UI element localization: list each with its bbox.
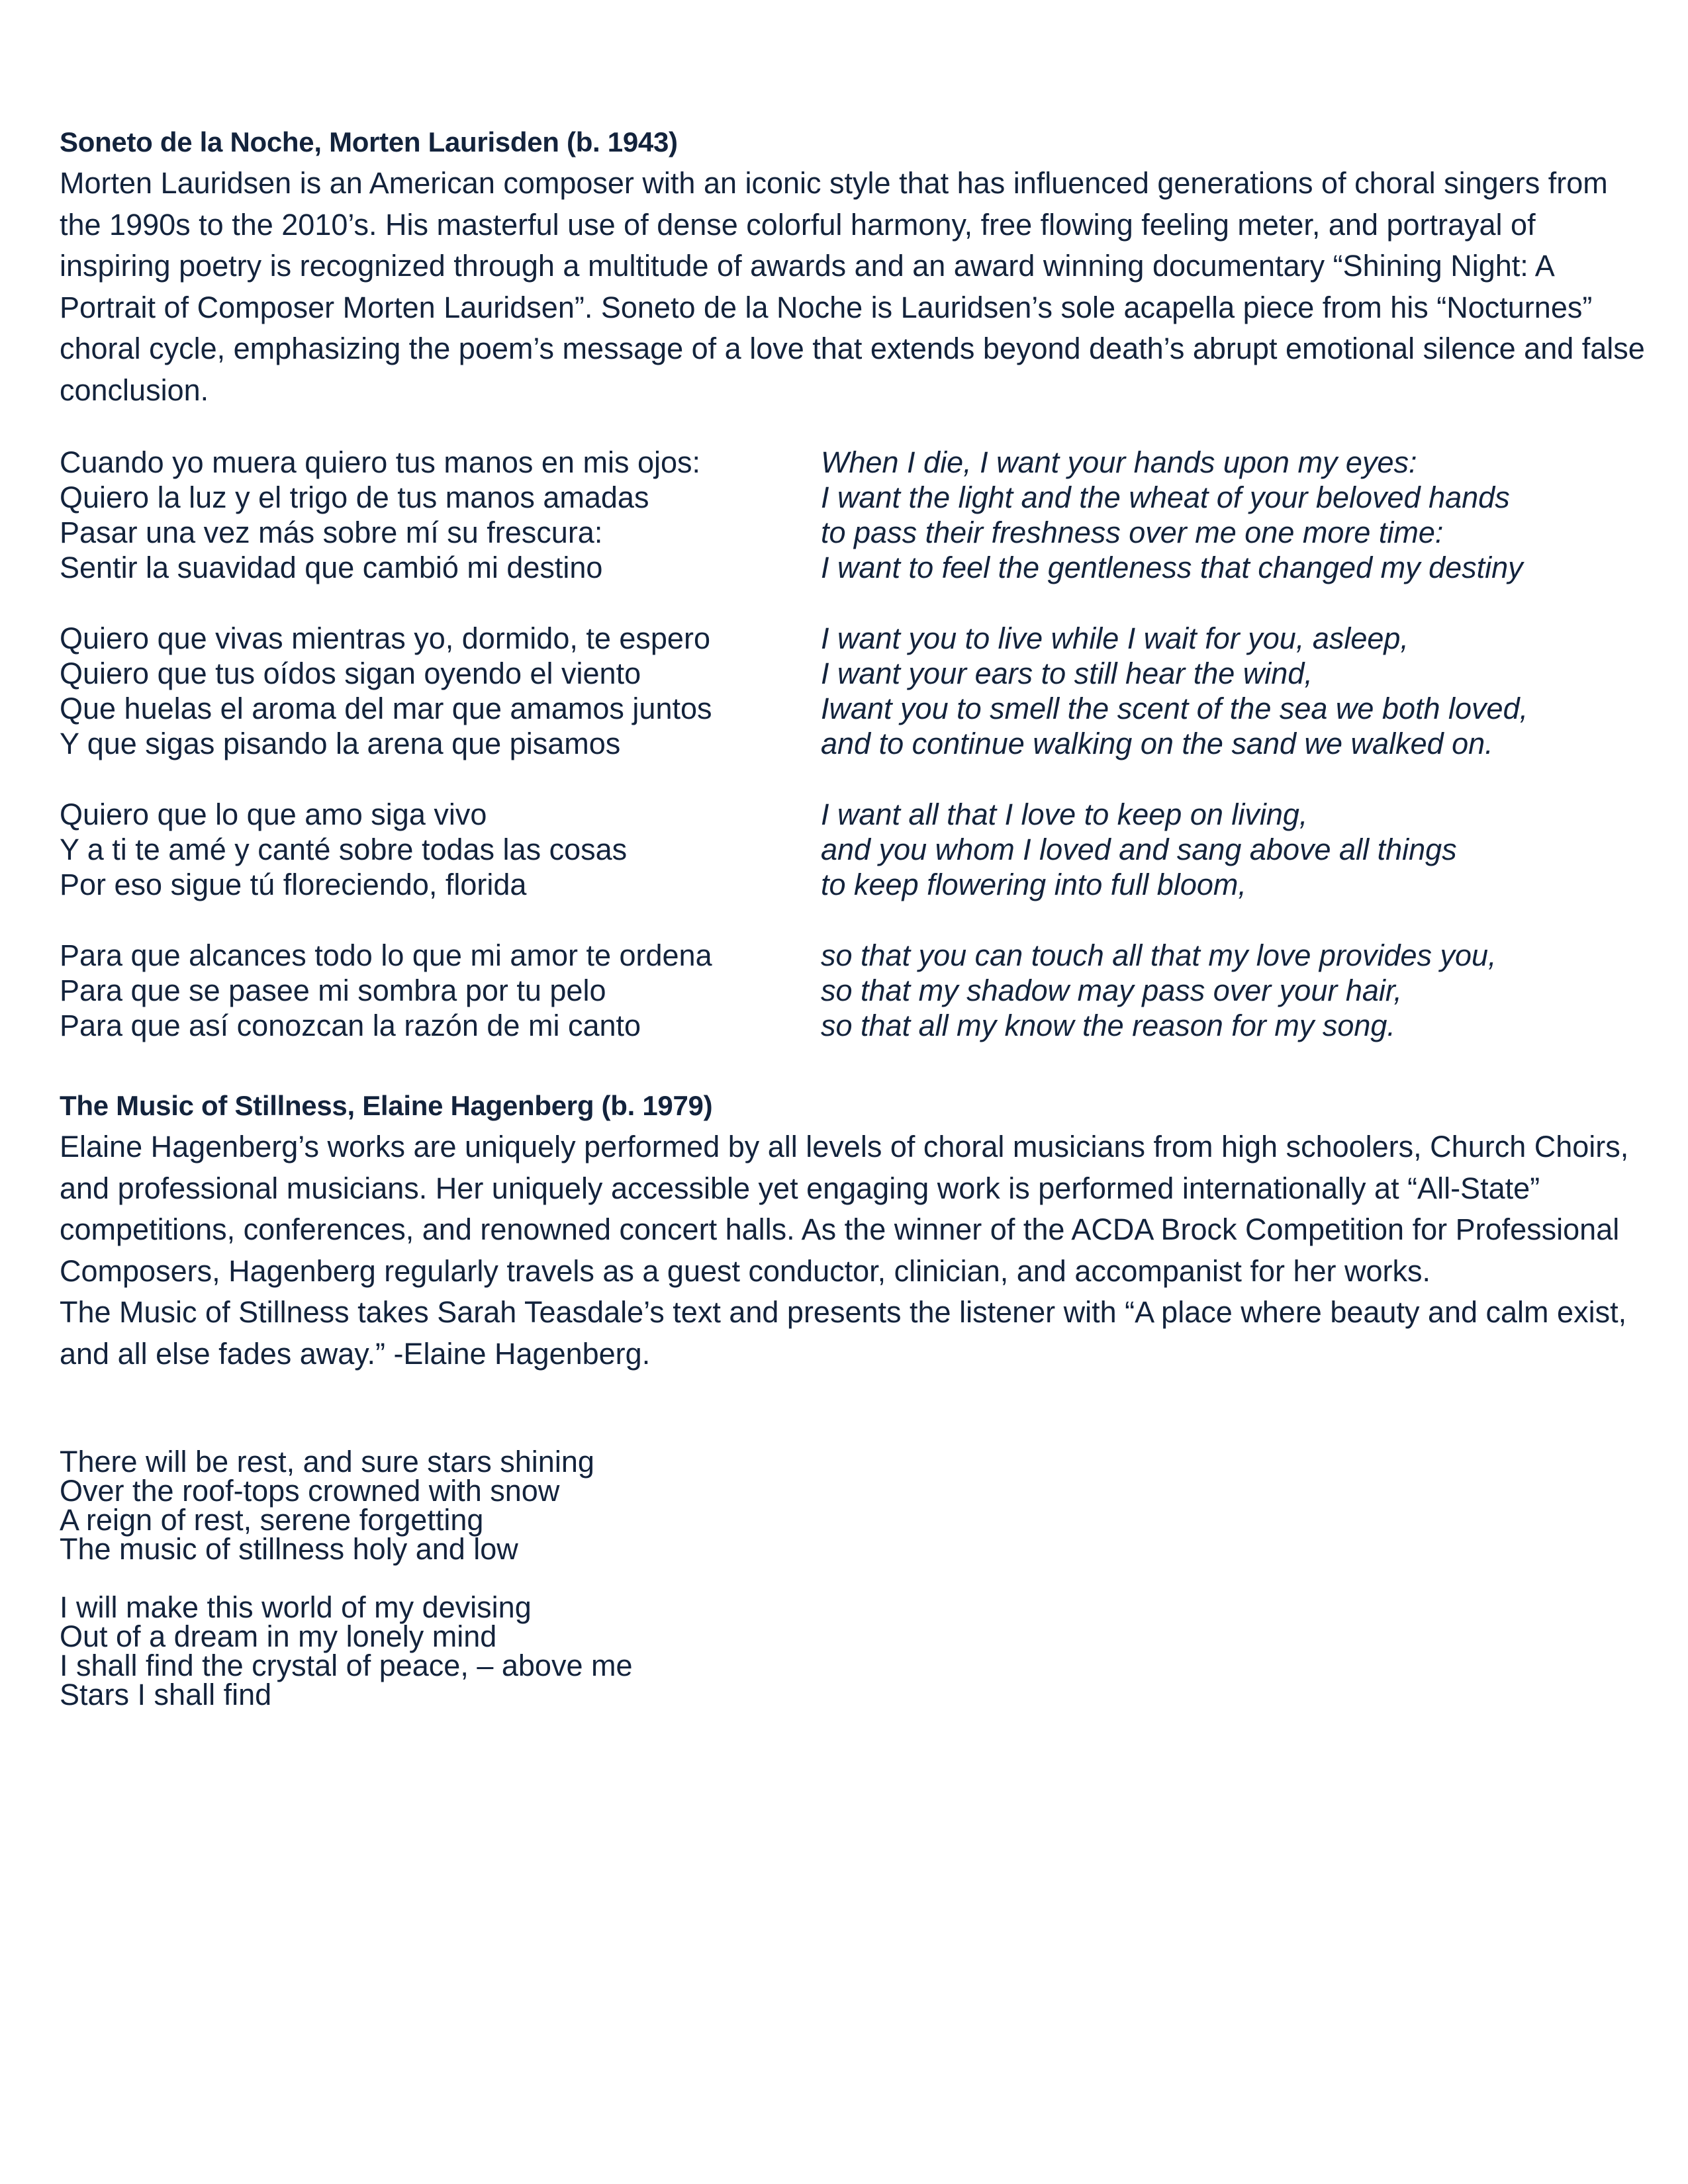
english-stanza <box>821 621 1648 761</box>
english-line: I want you to live while I wait for you, asleep, <box>821 621 1409 655</box>
english-line: I want to feel the gentleness that changed my destiny <box>821 551 1523 584</box>
english-line: I want all that I love to keep on living, <box>821 797 1308 831</box>
english-line: Iwant you to smell the scent of the sea we both loved, <box>821 692 1528 725</box>
spanish-line: Quiero que lo que amo siga vivo <box>60 797 487 831</box>
poem-stanza-1 <box>60 445 1648 585</box>
stillness-poem <box>60 1447 1119 1739</box>
spanish-line: Para que alcances todo lo que mi amor te ordena <box>60 938 712 972</box>
english-line: so that my shadow may pass over your hair, <box>821 974 1402 1007</box>
english-line: I want your ears to still hear the wind, <box>821 657 1313 690</box>
english-line: so that all my know the reason for my song. <box>821 1009 1395 1042</box>
poem-stanza <box>60 1590 1119 1711</box>
poem-stanza-4 <box>60 938 1648 1043</box>
spanish-line: Y a ti te amé y canté sobre todas las cosas <box>60 833 628 866</box>
english-stanza <box>821 445 1648 585</box>
spanish-stanza <box>60 938 821 1043</box>
poem-line: Out of a dream in my lonely mind <box>60 1619 497 1653</box>
poem-line: I shall find the crystal of peace, – above me <box>60 1649 633 1682</box>
poem-line: I will make this world of my devising <box>60 1590 532 1624</box>
spanish-line: Que huelas el aroma del mar que amamos juntos <box>60 692 712 725</box>
poem-line: There will be rest, and sure stars shining <box>60 1445 594 1479</box>
section1-title: Soneto de la Noche, Morten Laurisden (b. 1943) <box>60 126 678 158</box>
spanish-line: Para que así conozcan la razón de mi canto <box>60 1009 641 1042</box>
poem-stanza-3 <box>60 797 1648 902</box>
section2-paragraph-1: Elaine Hagenberg’s works are uniquely performed by all levels of choral musicians from high schoolers, Church Choirs, and professional musicians. Her uniquely accessible yet engaging work is performed internationally at “All-State” competitions, conferences, and renowned concert halls. As the winner of the ACDA Brock Competition for Professional Composers, Hagenberg regularly travels as a guest conductor, clinician, and accompanist for her works. <box>60 1130 1629 1288</box>
english-line: and you whom I loved and sang above all things <box>821 833 1457 866</box>
spanish-line: Quiero la luz y el trigo de tus manos amadas <box>60 480 649 514</box>
spanish-line: Cuando yo muera quiero tus manos en mis ojos: <box>60 445 701 479</box>
section1-description <box>60 163 1648 411</box>
spanish-line: Sentir la suavidad que cambió mi destino <box>60 551 603 584</box>
spanish-stanza <box>60 621 821 761</box>
poem-line: Stars I shall find <box>60 1678 272 1711</box>
english-stanza <box>821 938 1648 1043</box>
spanish-stanza <box>60 445 821 585</box>
english-line: and to continue walking on the sand we walked on. <box>821 727 1493 760</box>
sonnet-bilingual-poem <box>60 445 1648 1043</box>
english-line: I want the light and the wheat of your beloved hands <box>821 480 1510 514</box>
spanish-line: Por eso sigue tú floreciendo, florida <box>60 868 527 901</box>
section1-paragraph: Morten Lauridsen is an American composer with an iconic style that has influenced generations of choral singers from the 1990s to the 2010’s. His masterful use of dense colorful harmony, free flowing feeling meter, and portrayal of inspiring poetry is recognized through a multitude of awards and an award winning documentary “Shining Night: A Portrait of Composer Morten Lauridsen”. Soneto de la Noche is Lauridsen’s sole acapella piece from his “Nocturnes” choral cycle, emphasizing the poem’s message of a love that extends beyond death’s abrupt emotional silence and false conclusion. <box>60 166 1645 407</box>
english-line: so that you can touch all that my love provides you, <box>821 938 1497 972</box>
spanish-line: Para que se pasee mi sombra por tu pelo <box>60 974 606 1007</box>
english-stanza <box>821 797 1648 902</box>
spanish-line: Pasar una vez más sobre mí su frescura: <box>60 516 603 549</box>
spanish-line: Quiero que vivas mientras yo, dormido, te espero <box>60 621 710 655</box>
english-line: to keep flowering into full bloom, <box>821 868 1246 901</box>
poem-line: A reign of rest, serene forgetting <box>60 1503 484 1537</box>
section2-description <box>60 1126 1648 1375</box>
english-line: to pass their freshness over me one more time: <box>821 516 1444 549</box>
poem-stanza <box>60 1447 1119 1564</box>
section2-paragraph-2: The Music of Stillness takes Sarah Teasdale’s text and presents the listener with “A place where beauty and calm exist, and all else fades away.” -Elaine Hagenberg. <box>60 1295 1627 1371</box>
section2-title: The Music of Stillness, Elaine Hagenberg (b. 1979) <box>60 1090 713 1121</box>
spanish-line: Y que sigas pisando la arena que pisamos <box>60 727 621 760</box>
poem-line: The music of stillness holy and low <box>60 1532 518 1566</box>
spanish-stanza <box>60 797 821 902</box>
english-line: When I die, I want your hands upon my eyes: <box>821 445 1417 479</box>
poem-line: Over the roof-tops crowned with snow <box>60 1474 560 1508</box>
poem-stanza-2 <box>60 621 1648 761</box>
spanish-line: Quiero que tus oídos sigan oyendo el viento <box>60 657 641 690</box>
